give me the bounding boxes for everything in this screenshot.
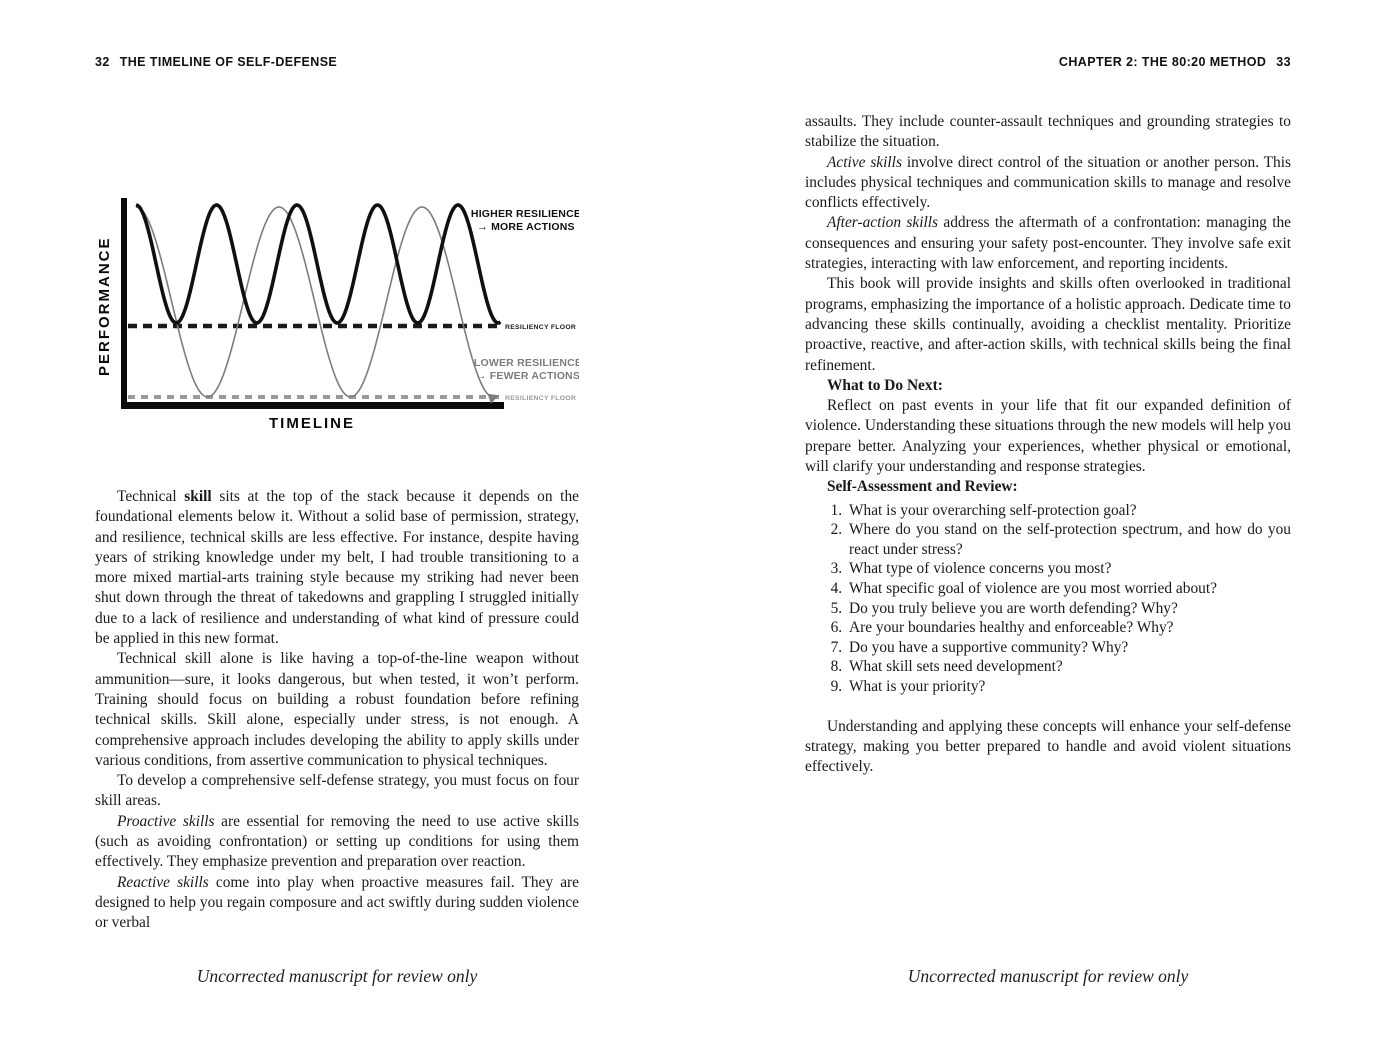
paragraph-after-action-skills bbox=[805, 213, 1291, 274]
text-run: involve direct control of the situation or another person. This includes physical techniques and communication skills to manage and resolve conflicts effectively. bbox=[805, 153, 1291, 212]
lower-resilience-label-line1: LOWER RESILIENCE bbox=[473, 357, 579, 369]
list-item: 4. What specific goal of violence are you most worried about? bbox=[846, 579, 1291, 599]
list-item: 1. What is your overarching self-protection goal? bbox=[846, 501, 1291, 521]
resiliency-floor-higher-label: RESILIENCY FLOOR bbox=[505, 324, 577, 331]
paragraph-reflect bbox=[805, 396, 1291, 477]
text-run: sits at the top of the stack because it depends on the foundational elements below it. Without a solid base of permission, strategy, and resilience, technical skills are less effective. For instance, despite having years of striking knowledge under my belt, I had trouble transitioning to a more mixed martial-arts training style because my striking had never been shut down through the threat of takedowns and grappling I struggled initially due to a lack of resilience and understanding of what kind of pressure could be applied in this new format. bbox=[95, 488, 579, 648]
text-run: To develop a comprehensive self-defense strategy, you must focus on four skill areas. bbox=[95, 772, 579, 810]
footer-right: Uncorrected manuscript for review only bbox=[907, 966, 1189, 986]
paragraph-proactive-skills bbox=[95, 812, 579, 873]
paragraph-assaults-continuation bbox=[805, 112, 1291, 153]
paragraph-active-skills bbox=[805, 153, 1291, 214]
paragraph-four-skill-areas bbox=[95, 771, 579, 812]
paragraph-technical-skill bbox=[95, 487, 579, 649]
page-number-left: 32 bbox=[95, 55, 110, 69]
x-axis-label: TIMELINE bbox=[269, 415, 355, 432]
text-run: Technical bbox=[117, 488, 185, 505]
text-run-italic: After-action skills bbox=[827, 214, 939, 232]
subhead-what-to-do-next: What to Do Next: bbox=[827, 376, 943, 394]
text-run: are essential for removing the need to use active skills (such as avoiding confrontation) or setting up conditions for using them effectively. They emphasize prevention and preparation over reaction. bbox=[95, 812, 579, 871]
paragraph-this-book bbox=[805, 274, 1291, 375]
higher-resilience-label-line1: HIGHER RESILIENCE bbox=[470, 208, 579, 220]
self-assessment-list bbox=[805, 501, 1291, 697]
running-head-left bbox=[95, 55, 579, 69]
running-title-left: THE TIMELINE OF SELF-DEFENSE bbox=[119, 55, 338, 69]
figure-svg bbox=[95, 190, 579, 440]
page-number-right: 33 bbox=[1276, 55, 1291, 69]
body-text-right bbox=[805, 112, 1291, 777]
resiliency-floor-lower-label: RESILIENCY FLOOR bbox=[505, 395, 577, 402]
list-item: 7. Do you have a supportive community? Why? bbox=[846, 638, 1291, 658]
lower-resilience-label-line2: → FEWER ACTIONS bbox=[475, 370, 579, 382]
text-run: come into play when proactive measures fail. They are designed to help you regain composure and act swiftly during sudden violence or verbal bbox=[95, 873, 579, 932]
list-item: 3. What type of violence concerns you most? bbox=[846, 559, 1291, 579]
text-run-italic: Active skills bbox=[827, 153, 902, 171]
x-axis bbox=[121, 402, 504, 409]
body-text-left bbox=[95, 487, 579, 934]
page-left bbox=[95, 0, 579, 1039]
text-run: Understanding and applying these concepts will enhance your self-defense strategy, making you better prepared to handle and avoid violent situations effectively. bbox=[805, 717, 1291, 776]
higher-resilience-wave bbox=[136, 205, 501, 323]
y-axis-label: PERFORMANCE bbox=[96, 236, 113, 376]
resilience-figure bbox=[95, 190, 579, 440]
running-title-right: CHAPTER 2: THE 80:20 METHOD bbox=[1058, 55, 1267, 69]
subhead-self-assessment: Self-Assessment and Review: bbox=[827, 478, 1018, 496]
text-run-italic: Reactive skills bbox=[117, 873, 209, 891]
text-run: This book will provide insights and skills often overlooked in traditional programs, emphasizing the importance of a holistic approach. Dedicate time to advancing these skills continually, avoiding a checklist mentality. Prioritize proactive, reactive, and after-action skills, with technical skills being the final refinement. bbox=[805, 275, 1291, 374]
text-run: Reflect on past events in your life that fit our expanded definition of violence. Understanding these situations through the new models will help you prepare better. Analyzing your experiences, whether physical or emotional, will clarify your understanding and response strategies. bbox=[805, 397, 1291, 476]
y-axis bbox=[121, 198, 127, 409]
running-head-right bbox=[805, 55, 1291, 69]
paragraph-closing bbox=[805, 717, 1291, 778]
list-item: 2. Where do you stand on the self-protection spectrum, and how do you react under stress? bbox=[846, 520, 1291, 559]
higher-resilience-label-line2: → MORE ACTIONS bbox=[477, 221, 575, 233]
text-run-italic: Proactive skills bbox=[117, 812, 215, 830]
text-run: Technical skill alone is like having a top-of-the-line weapon without ammunition—sure, it looks dangerous, but when tested, it won’t perform. Training should focus on building a robust foundation before refining technical skills. Skill alone, especially under stress, is not enough. A comprehensive approach includes developing the ability to apply skills under various conditions, from assertive communication to physical techniques. bbox=[95, 650, 579, 769]
paragraph-reactive-skills bbox=[95, 873, 579, 934]
paragraph-skill-alone bbox=[95, 649, 579, 771]
list-item: 9. What is your priority? bbox=[846, 677, 1291, 697]
footer-left: Uncorrected manuscript for review only bbox=[196, 966, 478, 986]
text-run: assaults. They include counter-assault techniques and grounding strategies to stabilize the situation. bbox=[805, 113, 1291, 151]
list-item: 5. Do you truly believe you are worth defending? Why? bbox=[846, 599, 1291, 619]
text-run-bold: skill bbox=[184, 488, 212, 505]
lower-resilience-wave bbox=[136, 207, 496, 397]
list-item: 8. What skill sets need development? bbox=[846, 657, 1291, 677]
text-run: address the aftermath of a confrontation: managing the consequences and ensuring your safety post-encounter. They involve safe exit strategies, interacting with law enforcement, and reporting incidents. bbox=[805, 214, 1291, 273]
list-item: 6. Are your boundaries healthy and enforceable? Why? bbox=[846, 618, 1291, 638]
page-right bbox=[805, 0, 1291, 1039]
